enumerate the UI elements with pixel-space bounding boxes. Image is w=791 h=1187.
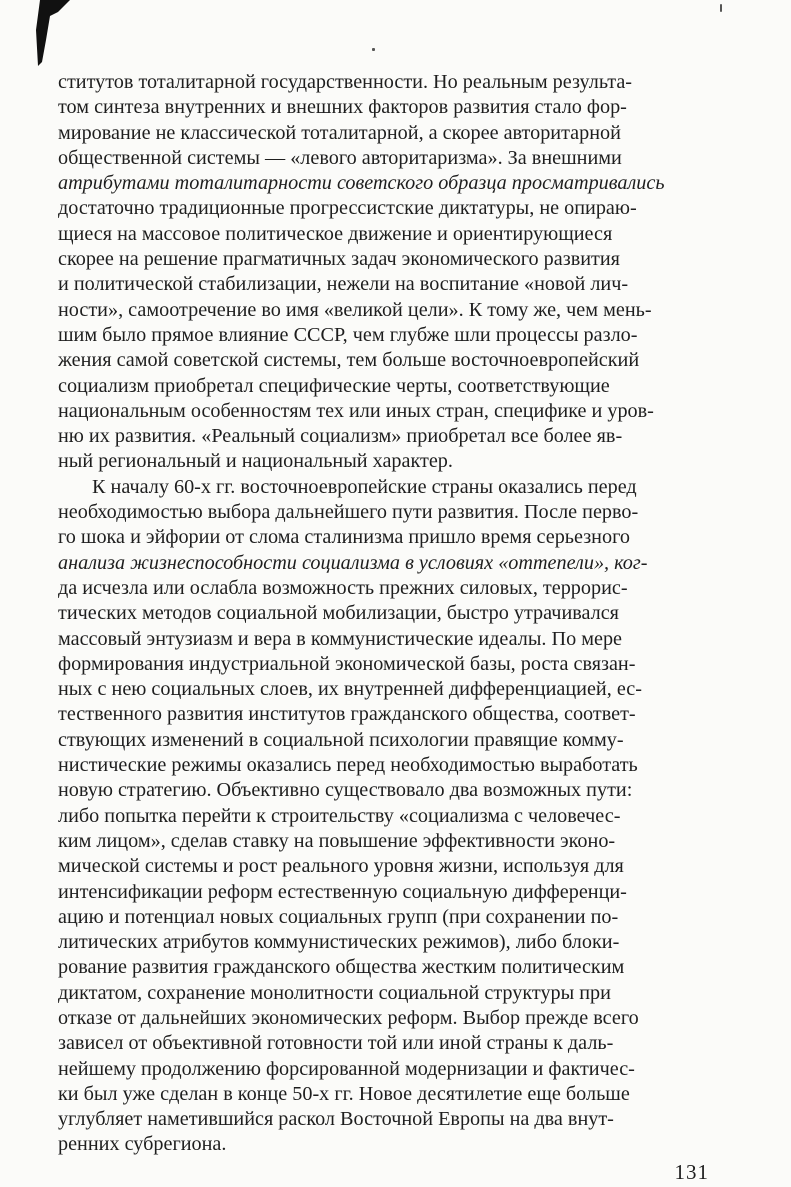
text-line: общественной системы — «левого авторитаризма». За внешними	[58, 146, 622, 169]
scan-corner-mark	[36, 0, 74, 70]
text-line: атрибутами тоталитарности советского образца просматривались	[58, 172, 665, 195]
text-line: мирование не классической тоталитарной, а скорее авторитарной	[58, 121, 621, 144]
text-line: социализм приобретал специфические черты, соответствующие	[58, 374, 610, 397]
paragraph-1	[58, 70, 710, 475]
text-line: нистические режимы оказались перед необходимостью выработать	[58, 754, 638, 777]
text-line: рование развития гражданского общества жестким политическим	[58, 956, 625, 979]
text-line: да исчезла или ослабла возможность прежних силовых, террорис-	[58, 576, 628, 599]
text-line: К началу 60-х гг. восточноевропейские страны оказались перед	[92, 475, 637, 498]
text-line: интенсификации реформ естественную социальную дифференци-	[58, 880, 627, 903]
text-line: и политической стабилизации, нежели на воспитание «новой лич-	[58, 273, 629, 296]
text-line: массовый энтузиазм и вера в коммунистические идеалы. По мере	[58, 627, 623, 650]
text-line: ким лицом», сделав ставку на повышение эффективности эконо-	[58, 829, 616, 852]
text-line: щиеся на массовое политическое движение и ориентирующиеся	[58, 222, 613, 245]
text-line: тественного развития институтов гражданского общества, соответ-	[58, 703, 636, 726]
text-line: ню их развития. «Реальный социализм» приобретал все более яв-	[58, 425, 623, 448]
text-line: либо попытка перейти к строительству «социализма с человечес-	[58, 804, 621, 827]
text-line: мической системы и рост реального уровня жизни, используя для	[58, 855, 624, 878]
text-line: том синтеза внутренних и внешних факторов развития стало фор-	[58, 96, 627, 119]
text-line: анализа жизнеспособности социализма в условиях «оттепели», ког-	[58, 551, 648, 574]
page-number: 131	[674, 1160, 709, 1184]
text-line: ствующих изменений в социальной психологии правящие комму-	[58, 728, 624, 751]
text-line: углубляет наметившийся раскол Восточной Европы на два внут-	[58, 1108, 614, 1131]
scan-speck	[372, 48, 375, 51]
text-line: формирования индустриальной экономической базы, роста связан-	[58, 652, 636, 675]
text-line: литических атрибутов коммунистических режимов), либо блоки-	[58, 931, 620, 954]
text-line: отказе от дальнейших экономических реформ. Выбор прежде всего	[58, 1006, 639, 1029]
text-line: ацию и потенциал новых социальных групп (при сохранении по-	[58, 905, 619, 928]
text-line: скорее на решение прагматичных задач экономического развития	[58, 248, 620, 271]
text-line: ститутов тоталитарной государственности. Но реальным результа-	[58, 71, 633, 93]
text-line: шим было прямое влияние СССР, чем глубже шли процессы разло-	[58, 323, 638, 346]
paragraph-2	[58, 475, 710, 1158]
text-line: ренних субрегиона.	[58, 1133, 227, 1156]
text-line: ный региональный и национальный характер.	[58, 450, 453, 473]
text-line: достаточно традиционные прогрессистские диктатуры, не опираю-	[58, 197, 637, 220]
text-line: необходимостью выбора дальнейшего пути развития. После перво-	[58, 501, 639, 524]
scan-speck	[720, 4, 722, 12]
text-line: жения самой советской системы, тем больше восточноевропейский	[58, 349, 640, 372]
text-line: тических методов социальной мобилизации, быстро утрачивался	[58, 602, 619, 625]
text-line: ки был уже сделан в конце 50-х гг. Новое десятилетие еще больше	[58, 1082, 630, 1105]
text-line: национальным особенностям тех или иных стран, специфике и уров-	[58, 399, 654, 422]
text-line: диктатом, сохранение монолитности социальной структуры при	[58, 981, 611, 1004]
text-line: зависел от объективной готовности той или иной страны к даль-	[58, 1032, 614, 1055]
body-text	[58, 70, 710, 1158]
text-line: ных с нею социальных слоев, их внутренней дифференциацией, ес-	[58, 678, 642, 701]
text-line: нейшему продолжению форсированной модернизации и фактичес-	[58, 1057, 635, 1080]
text-line: новую стратегию. Объективно существовало два возможных пути:	[58, 779, 633, 802]
text-line: ности», самоотречение во имя «великой цели». К тому же, чем мень-	[58, 298, 652, 321]
text-line: го шока и эйфории от слома сталинизма пришло время серьезного	[58, 526, 630, 549]
